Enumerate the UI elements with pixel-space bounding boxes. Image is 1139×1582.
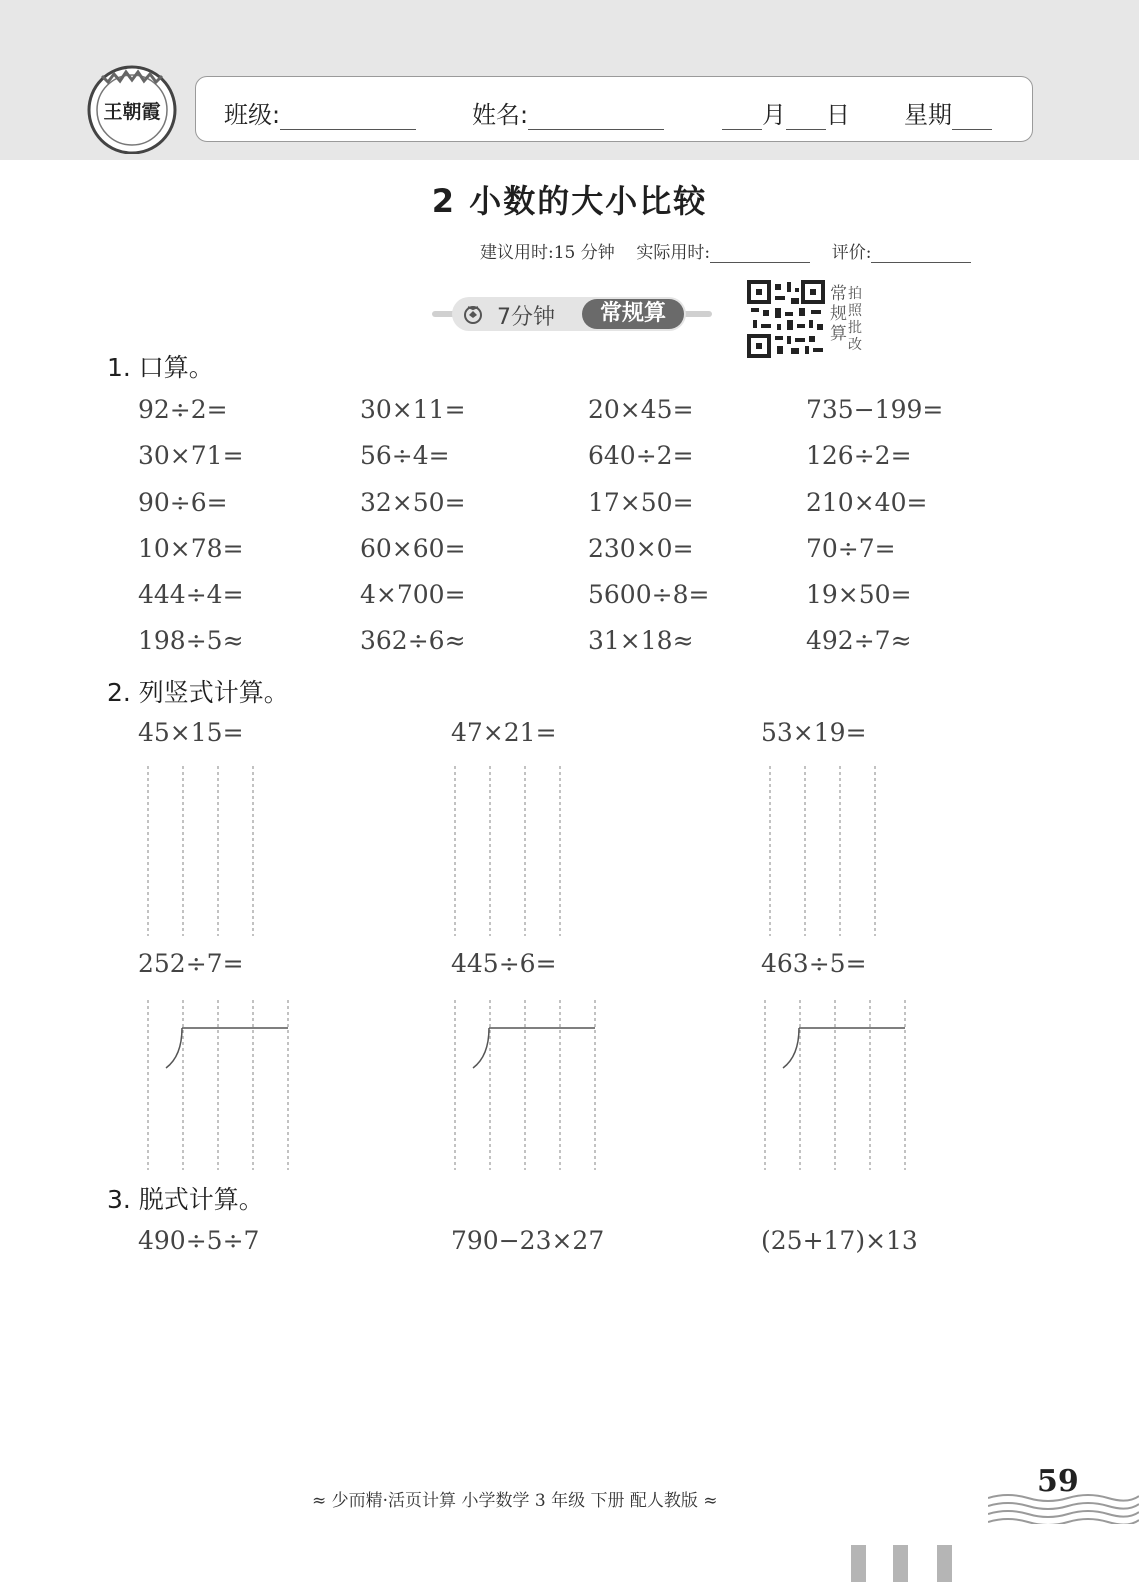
oral-problem: 362÷6≈ [360,626,466,655]
page-tab [851,1545,866,1582]
publisher-logo [86,62,178,154]
actual-time-field[interactable] [710,242,810,263]
oral-problem: 20×45= [588,395,694,424]
oral-problem: 31×18≈ [588,626,694,655]
oral-problem: 17×50= [588,488,694,517]
oral-problem: 32×50= [360,488,466,517]
section-2-heading: 2. 列竖式计算。 [107,678,289,707]
qr-label-a: 常 规 算 [830,284,847,344]
oral-problem: 92÷2= [138,395,228,424]
oral-problem: 10×78= [138,534,244,563]
page-tab [937,1545,952,1582]
stepwise-problem: (25+17)×13 [761,1226,918,1255]
svg-text:王朝霞: 王朝霞 [103,101,161,123]
footer-text: ≈ 少而精·活页计算 小学数学 3 年级 下册 配人教版 ≈ [312,1491,718,1511]
name-label: 姓名: [472,101,529,129]
actual-time-label: 实际用时: [636,243,711,263]
work-grid[interactable] [140,766,270,936]
time-meta [480,238,971,263]
oral-problem: 492÷7≈ [806,626,912,655]
section-3-heading: 3. 脱式计算。 [107,1185,264,1214]
student-info-box [195,76,1033,142]
name-field[interactable] [528,103,664,130]
section-1-heading: 1. 口算。 [107,353,214,382]
evaluation-field[interactable] [871,242,971,263]
day-label: 日 [826,101,850,129]
month-field[interactable] [722,103,762,130]
oral-problem: 735−199= [806,395,944,424]
oral-problem: 210×40= [806,488,928,517]
day-field[interactable] [786,103,826,130]
qr-label-b: 拍 照 批 改 [848,286,862,353]
oral-problem: 30×11= [360,395,466,424]
page-title: 2 小数的大小比较 [431,182,708,220]
oral-problem: 56÷4= [360,441,450,470]
oral-problem: 70÷7= [806,534,896,563]
oral-problem: 60×60= [360,534,466,563]
weekday-field[interactable] [952,103,992,130]
vertical-problem: 445÷6= [451,949,557,978]
oral-problem: 4×700= [360,580,466,609]
oral-problem: 30×71= [138,441,244,470]
division-work-grid[interactable] [140,1000,300,1170]
vertical-problem: 45×15= [138,718,244,747]
work-grid[interactable] [762,766,892,936]
vertical-problem: 53×19= [761,718,867,747]
evaluation-label: 评价: [831,243,872,263]
oral-problem: 90÷6= [138,488,228,517]
page-number: 59 [1037,1464,1079,1499]
vertical-problem: 463÷5= [761,949,867,978]
oral-problem: 126÷2= [806,441,912,470]
division-work-grid[interactable] [447,1000,607,1170]
stepwise-problem: 490÷5÷7 [138,1226,260,1255]
month-label: 月 [762,101,786,129]
badge-tag: 常规算 [582,299,684,329]
page-tab [893,1545,908,1582]
class-field[interactable] [280,103,416,130]
vertical-problem: 47×21= [451,718,557,747]
stepwise-problem: 790−23×27 [451,1226,605,1255]
oral-problem: 640÷2= [588,441,694,470]
badge-time: 7分钟 [497,305,555,330]
class-label: 班级: [224,101,281,129]
division-work-grid[interactable] [757,1000,917,1170]
suggested-time: 建议用时:15 分钟 [480,243,615,263]
oral-problem: 5600÷8= [588,580,710,609]
qr-code-icon[interactable] [747,280,825,358]
work-grid[interactable] [447,766,577,936]
wave-decoration-icon [988,1490,1139,1524]
oral-problem: 444÷4= [138,580,244,609]
oral-problem: 198÷5≈ [138,626,244,655]
medal-icon [462,303,484,325]
oral-problem: 230×0= [588,534,694,563]
weekday-label: 星期 [904,101,952,129]
oral-problem: 19×50= [806,580,912,609]
vertical-problem: 252÷7= [138,949,244,978]
